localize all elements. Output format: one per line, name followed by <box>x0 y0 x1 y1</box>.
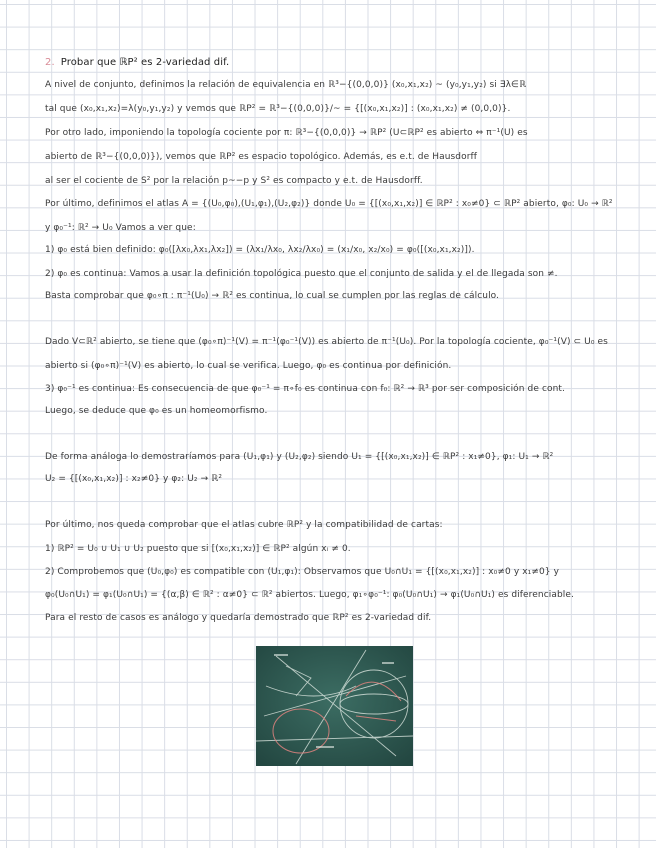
text-line: 3) φ₀⁻¹ es continua: Es consecuencia de que φ₀⁻¹ = π∘f₀ es continua con f₀: ℝ² → ℝ³ por ser composición de cont. <box>45 384 565 394</box>
text-line: al ser el cociente de S² por la relación p~−p y S² es compacto y e.t. de Hausdorff. <box>45 176 423 186</box>
text-line: Basta comprobar que φ₀∘π : π⁻¹(U₀) → ℝ² es continua, lo cual se cumplen por las reglas de cálculo. <box>45 291 500 301</box>
text-line: Luego, se deduce que φ₀ es un homeomorfismo. <box>45 406 268 416</box>
text-line: 1) ℝP² = U₀ ∪ U₁ ∪ U₂ puesto que si [(x₀,x₁,x₂)] ∈ ℝP² algún xᵢ ≠ 0. <box>45 544 351 554</box>
text-line: abierto si (φ₀∘π)⁻¹(V) es abierto, lo cual se verifica. Luego, φ₀ es continua por definición. <box>45 361 452 371</box>
text-line: A nivel de conjunto, definimos la relación de equivalencia en ℝ³−{(0,0,0)} (x₀,x₁,x₂) ~ (y₀,y₁,y₂) si ∃λ∈ℝ <box>45 80 527 90</box>
text-line: abierto de ℝ³−{(0,0,0)}), vemos que ℝP² es espacio topológico. Además, es e.t. de Hausdorff <box>45 152 478 162</box>
text-line: Por último, definimos el atlas A = {(U₀,φ₀),(U₁,φ₁),(U₂,φ₂)} donde U₀ = {[(x₀,x₁,x₂)] ∈ ℝP² : x₀≠0} ⊂ ℝP² abierto, φ₀: U₀ → ℝ² <box>45 199 613 209</box>
text-line: y φ₀⁻¹: ℝ² → U₀ Vamos a ver que: <box>45 223 196 233</box>
text-line: Por último, nos queda comprobar que el atlas cubre ℝP² y la compatibilidad de cartas: <box>45 520 443 530</box>
chalkboard-drawing <box>256 646 413 766</box>
text-line: 2) φ₀ es continua: Vamos a usar la definición topológica puesto que el conjunto de salida y el de llegada son ≠. <box>45 269 558 279</box>
problem-number: 2. <box>45 57 55 68</box>
text-line: tal que (x₀,x₁,x₂)=λ(y₀,y₁,y₂) y vemos que ℝP² = ℝ³−{(0,0,0)}/~ = {[(x₀,x₁,x₂)] : (x₀,x₁,x₂) ≠ (0,0,0)}. <box>45 104 511 114</box>
chalkboard-photo <box>256 646 413 766</box>
text-line: De forma análoga lo demostraríamos para (U₁,φ₁) y (U₂,φ₂) siendo U₁ = {[(x₀,x₁,x₂)] ∈ ℝP² : x₁≠0}, φ₁: U₁ → ℝ² <box>45 452 554 462</box>
text-line: U₂ = {[(x₀,x₁,x₂)] : x₂≠0} y φ₂: U₂ → ℝ² <box>45 474 223 484</box>
text-line: Por otro lado, imponiendo la topología cociente por π: ℝ³−{(0,0,0)} → ℝP² (U⊂ℝP² es abierto ⇔ π⁻¹(U) es <box>45 128 528 138</box>
text-line: 1) φ₀ está bien definido: φ₀([λx₀,λx₁,λx₂]) = (λx₁/λx₀, λx₂/λx₀) = (x₁/x₀, x₂/x₀) = φ₀([(x₀,x₁,x₂)]). <box>45 245 475 255</box>
problem-title: Probar que ℝP² es 2-variedad dif. <box>60 57 230 68</box>
text-line: φ₀(U₀∩U₁) = φ₁(U₀∩U₁) = {(α,β) ∈ ℝ² : α≠0} ⊂ ℝ² abiertos. Luego, φ₁∘φ₀⁻¹: φ₀(U₀∩U₁) → φ₁(U₀∩U₁) es diferenciable. <box>45 590 575 600</box>
text-line: 2) Comprobemos que (U₀,φ₀) es compatible con (U₁,φ₁): Observamos que U₀∩U₁ = {[(x₀,x₁,x₂)] : x₀≠0 y x₁≠0} y <box>45 567 560 577</box>
title <box>45 57 615 69</box>
text-line: Dado V⊂ℝ² abierto, se tiene que (φ₀∘π)⁻¹(V) = π⁻¹(φ₀⁻¹(V)) es abierto de π⁻¹(U₀). Por la topología cociente, φ₀⁻¹(V) ⊂ U₀ es <box>45 337 608 347</box>
text-line: Para el resto de casos es análogo y quedaría demostrado que ℝP² es 2-variedad dif. <box>45 613 432 623</box>
